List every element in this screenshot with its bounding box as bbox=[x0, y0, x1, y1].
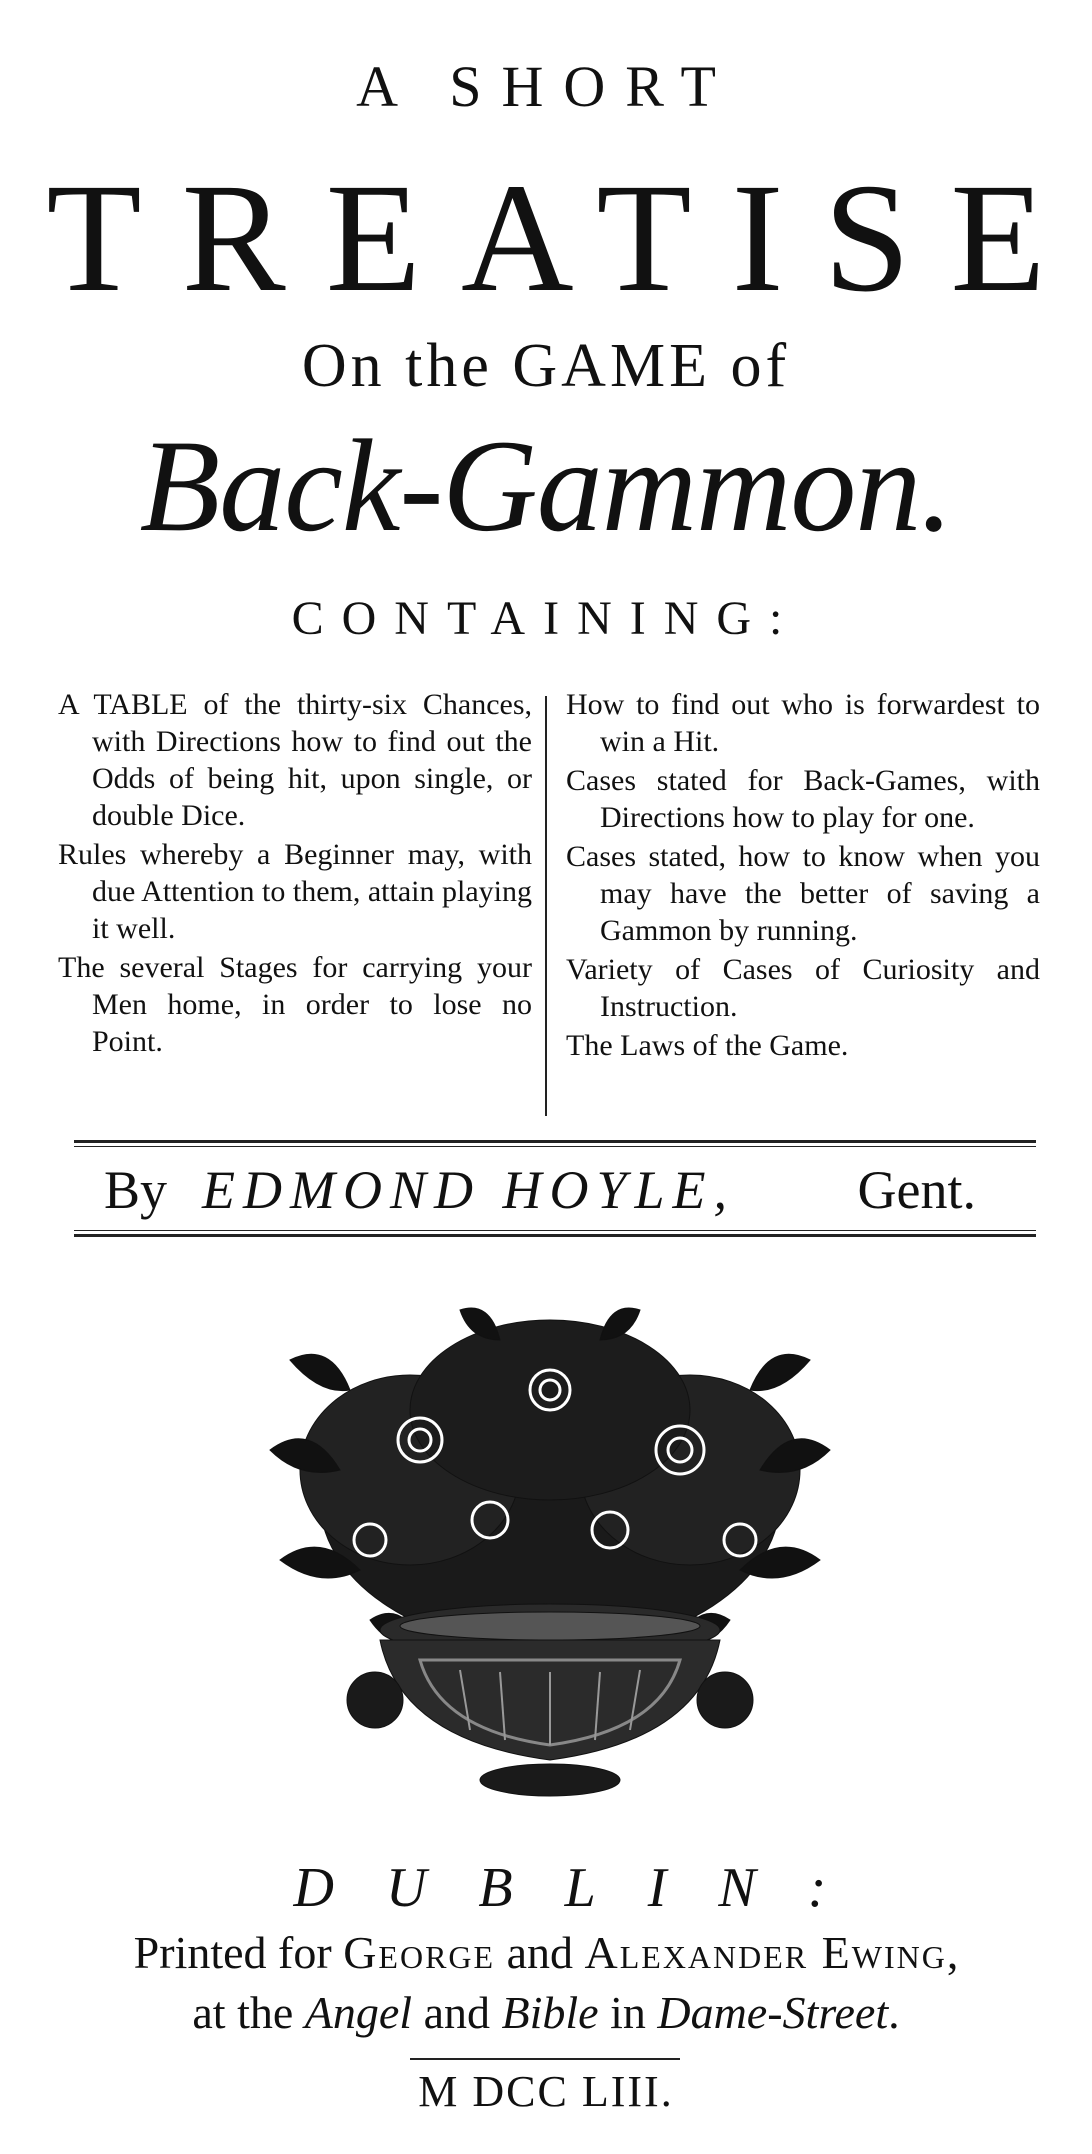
title-line-on-the-game-of: On the GAME of bbox=[301, 332, 791, 400]
imprint-text: in bbox=[598, 1987, 658, 2038]
imprint-street: Dame-Street bbox=[657, 1987, 889, 2038]
contents-entry: Cases stated, how to know when you may have the better of saving a Gammon by running. bbox=[566, 840, 1040, 947]
author-suffix: Gent. bbox=[857, 1160, 976, 1220]
imprint-printer-first: George bbox=[343, 1927, 496, 1978]
imprint-sign-bible: Bible bbox=[501, 1987, 599, 2038]
imprint-text: , bbox=[946, 1927, 959, 1978]
imprint-city: DUBLIN: bbox=[293, 1857, 879, 1919]
imprint-text: Printed for bbox=[133, 1927, 344, 1978]
imprint-year: M DCC LIII. bbox=[418, 2067, 674, 2116]
contents-entry: Rules whereby a Beginner may, with due Attention to them, attain playing it well. bbox=[58, 838, 532, 945]
imprint-address-line bbox=[0, 1987, 1092, 2038]
contents-entry: The Laws of the Game. bbox=[566, 1029, 849, 1062]
imprint-sign-angel: Angel bbox=[304, 1987, 413, 2038]
author-by: By bbox=[104, 1160, 168, 1220]
imprint-text: at the bbox=[192, 1987, 305, 2038]
contents-entry: A TABLE of the thirty-six Chances, with Directions how to find out the Odds of being hit, upon single, or double Dice. bbox=[58, 688, 532, 832]
contents-entry: The several Stages for carrying your Men home, in order to lose no Point. bbox=[58, 951, 532, 1058]
title-line-back-gammon: Back-Gammon. bbox=[139, 412, 953, 559]
contents-left-column bbox=[58, 686, 532, 1062]
contents-list bbox=[58, 686, 1042, 1116]
contents-entry: Cases stated for Back-Games, with Directions how to play for one. bbox=[566, 764, 1040, 834]
imprint-printer-second: Alexander Ewing bbox=[584, 1927, 947, 1978]
contents-entry: Variety of Cases of Curiosity and Instruction. bbox=[566, 953, 1040, 1023]
imprint-text: and bbox=[495, 1927, 585, 1978]
imprint-text: . bbox=[888, 1987, 900, 2038]
imprint-printer-line bbox=[0, 1927, 1092, 1978]
divider-rule bbox=[74, 1230, 1036, 1231]
contents-right-column bbox=[566, 686, 1040, 1066]
divider-rule bbox=[74, 1146, 1036, 1147]
column-divider bbox=[545, 696, 547, 1116]
containing-heading: CONTAINING: bbox=[291, 592, 801, 645]
divider-rule bbox=[74, 1140, 1036, 1143]
author-name: EDMOND HOYLE, bbox=[202, 1160, 736, 1220]
flower-urn-icon bbox=[260, 1300, 840, 1800]
contents-entry: How to find out who is forwardest to win a Hit. bbox=[566, 688, 1040, 758]
divider-rule bbox=[74, 1234, 1036, 1237]
imprint-text: and bbox=[412, 1987, 502, 2038]
author-line bbox=[74, 1158, 1036, 1222]
divider-rule bbox=[410, 2058, 680, 2060]
title-line-a-short: A SHORT bbox=[356, 54, 736, 119]
title-line-treatise: TREATISE bbox=[46, 151, 1086, 324]
